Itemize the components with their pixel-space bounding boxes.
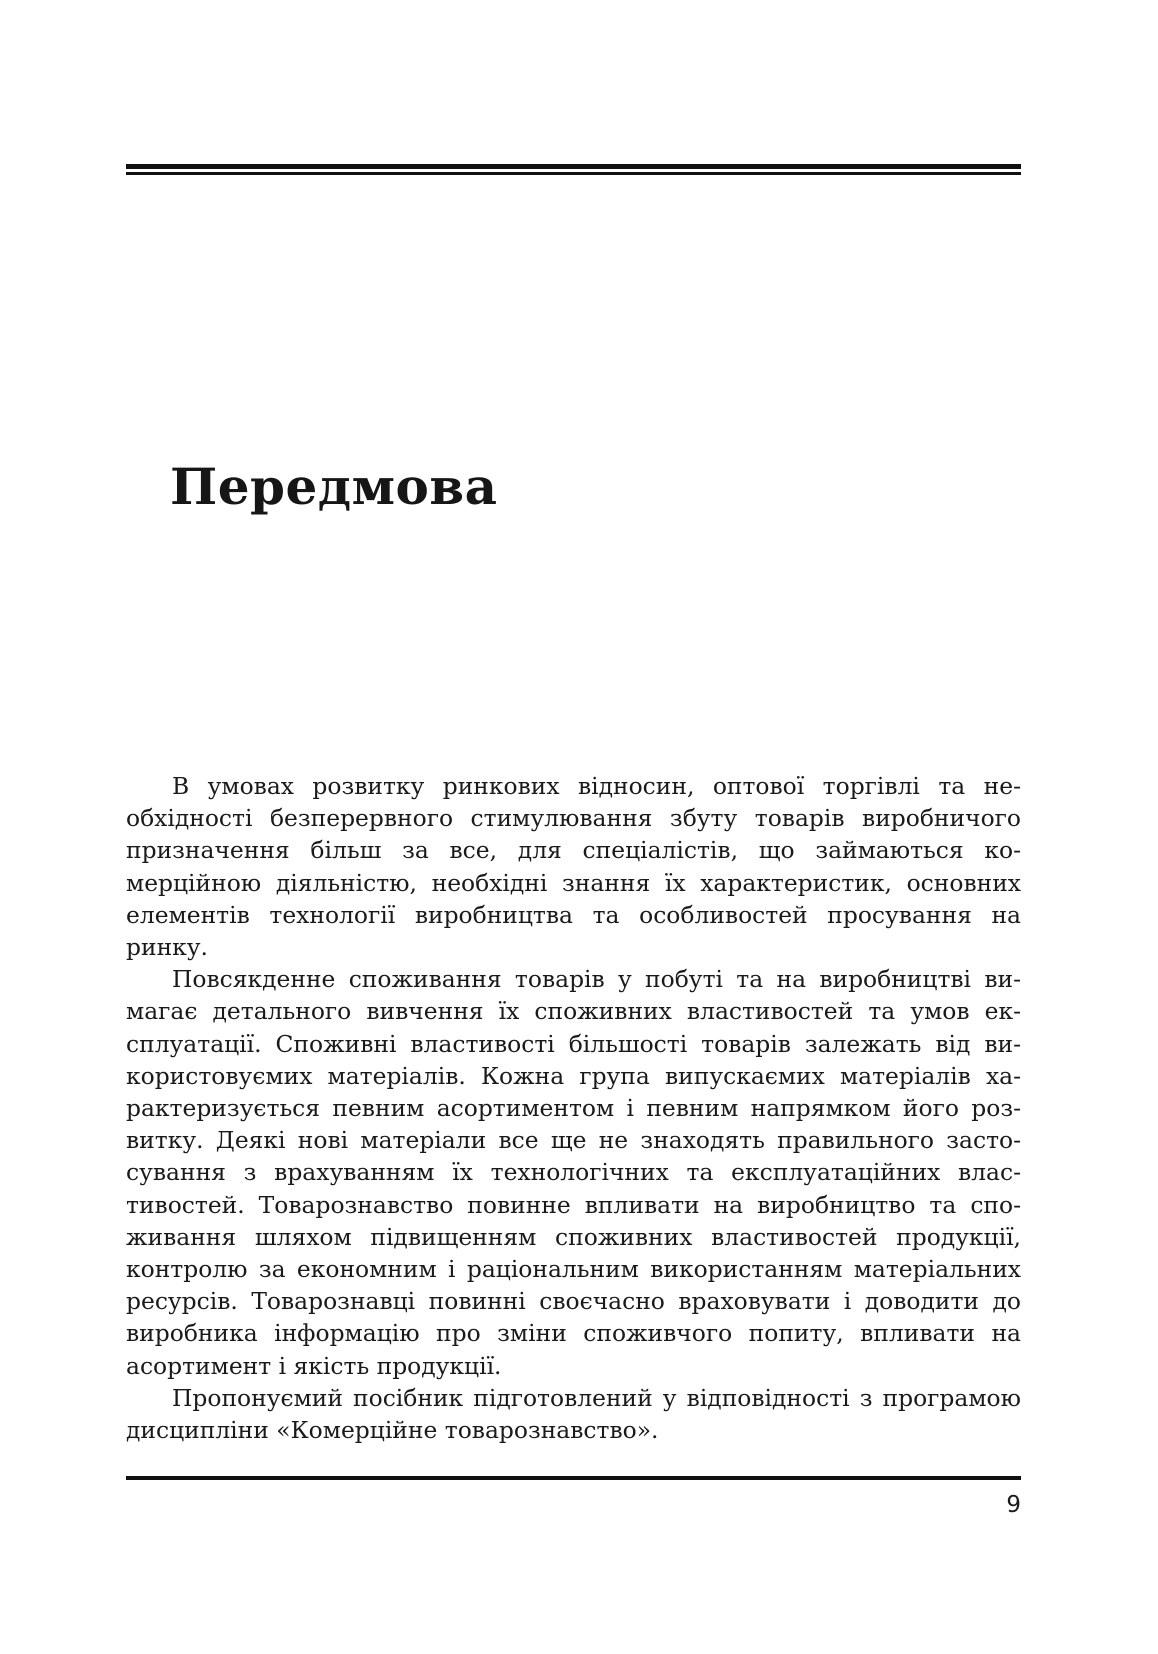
- chapter-title: Передмова: [170, 457, 498, 516]
- paragraph-3: Пропонуємий посібник підготовлений у відповідності з програмою дисципліни «Комерційне товарознавство».: [126, 1383, 1021, 1445]
- top-double-rule: [126, 164, 1021, 176]
- paragraph-2: Повсякденне споживання товарів у побуті та на виробництві вимагає детального вивчення їх споживних властивостей та умов експлуатації. Споживні властивості більшості товарів залежать від використовуємих матеріалів. Кожна група випускаємих матеріалів характеризується певним асортиментом і певним напрямком його розвитку. Деякі нові матеріали все ще не знаходять правильного застосування з врахуванням їх технологічних та експлуатаційних властивостей. Товарознавство повинне впливати на виробництво та споживання шляхом підвищенням споживних властивостей продукції, контролю за економним і раціональним використанням матеріальних ресурсів. Товарознавці повинні своєчасно враховувати і доводити до виробника інформацію про зміни споживчого попиту, впливати на асортимент і якість продукції.: [126, 965, 1021, 1380]
- top-rule-thin-line: [126, 172, 1021, 175]
- body-text: [126, 770, 1021, 1446]
- bottom-rule: [126, 1476, 1021, 1480]
- top-rule-thick-line: [126, 164, 1021, 169]
- paragraph-1: В умовах розвитку ринкових відносин, оптової торгівлі та необхідності безперервного стимулювання збуту товарів виробничого призначення більш за все, для спеціалістів, що займаються комерційною діяльністю, необхідні знання їх характеристик, основних елементів технології виробництва та особливостей просування на ринку.: [126, 772, 1021, 962]
- page-number: 9: [1006, 1492, 1021, 1518]
